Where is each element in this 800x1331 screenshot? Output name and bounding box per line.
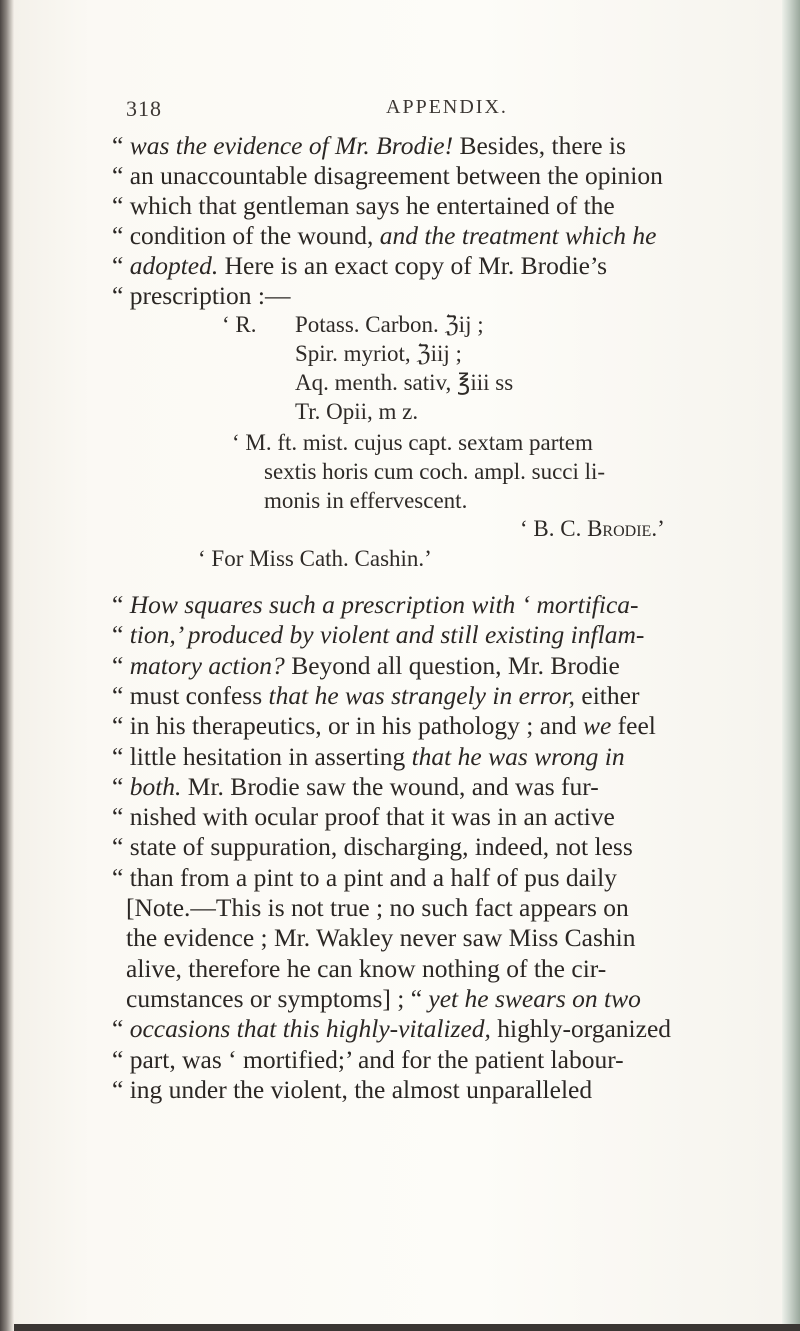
p2-line — [126, 894, 629, 922]
quote-mark: “ — [112, 771, 130, 801]
text: Beyond all question, Mr. Brodie — [284, 650, 620, 680]
italic-text: How squares such a prescription with ‘ mortifica- — [129, 590, 639, 619]
quote-mark: “ — [112, 862, 130, 892]
text: part, was ‘ mortified;’ and for the patient labour- — [129, 1044, 624, 1074]
text: an unaccountable disagreement between the opinion — [129, 161, 663, 190]
p2-line — [112, 652, 620, 680]
p2-line — [112, 682, 639, 710]
italic-text: that he was strangely in error, — [268, 680, 576, 710]
quote-mark: “ — [112, 161, 130, 190]
quote-mark: “ — [112, 590, 130, 619]
italic-text: adopted. — [129, 251, 219, 280]
italic-text: matory action? — [129, 650, 285, 680]
p1-line — [112, 282, 290, 310]
p2-line — [112, 621, 644, 649]
p2-line — [112, 833, 633, 861]
text: [Note.—This is not true ; no such fact appears on — [126, 893, 629, 922]
p1-line — [112, 252, 607, 280]
text: Mr. Brodie saw the wound, and was fur- — [181, 771, 599, 801]
rx-for-line: ‘ For Miss Cath. Cashin.’ — [198, 546, 432, 571]
rx-line-5: ‘ M. ft. mist. cujus capt. sextam partem — [232, 430, 593, 455]
text: condition of the wound, — [129, 221, 380, 250]
quote-mark: “ — [112, 1014, 130, 1044]
rx-line-1: Potass. Carbon. ℨij ; — [295, 312, 484, 337]
running-head: APPENDIX. — [386, 96, 508, 118]
rx-line-7: monis in effervescent. — [264, 488, 468, 513]
p2-line — [126, 924, 636, 952]
quote-mark: “ — [112, 191, 130, 220]
text: Here is an exact copy of Mr. Brodie’s — [218, 251, 607, 280]
p2-line — [112, 743, 625, 771]
p2-line — [112, 773, 599, 801]
text: ing under the violent, the almost unparalleled — [129, 1074, 593, 1104]
p2-line — [112, 1076, 592, 1104]
p1-line — [112, 132, 626, 160]
text: Besides, there is — [453, 131, 626, 160]
text: prescription :— — [129, 281, 291, 310]
quote-mark: “ — [112, 131, 130, 160]
rx-recipe-symbol: ‘ R. — [222, 312, 257, 337]
p2-line — [112, 1015, 671, 1043]
binding-edge — [0, 0, 14, 1331]
text: nished with ocular proof that it was in an active — [129, 802, 615, 832]
p2-line — [112, 591, 639, 619]
text: than from a pint to a pint and a half of pus daily — [129, 862, 617, 892]
italic-text: yet he swears on two — [428, 983, 641, 1013]
quote-mark: “ — [112, 281, 130, 310]
p2-line — [112, 712, 656, 740]
rx-signature: ‘ B. C. Brodie.’ — [520, 516, 665, 541]
italic-text: we — [582, 711, 612, 741]
p1-line — [112, 162, 663, 190]
quote-mark: “ — [112, 680, 130, 710]
text: feel — [611, 711, 656, 741]
text: state of suppuration, discharging, indeed, not less — [129, 832, 633, 862]
text: in his therapeutics, or in his pathology ; and — [129, 711, 583, 741]
bottom-edge — [14, 1324, 800, 1331]
text: either — [575, 680, 640, 710]
italic-text: was the evidence of Mr. Brodie! — [129, 131, 454, 160]
text: cumstances or symptoms] ; “ — [126, 983, 429, 1013]
quote-mark: “ — [112, 1074, 130, 1104]
italic-text: occasions that this highly-vitalized, — [129, 1014, 491, 1044]
text: highly-organized — [490, 1014, 672, 1044]
quote-mark: “ — [112, 251, 130, 280]
italic-text: and the treatment which he — [379, 221, 657, 250]
p2-line — [126, 955, 606, 983]
quote-mark: “ — [112, 832, 130, 862]
quote-mark: “ — [112, 650, 130, 680]
rx-line-6: sextis horis cum coch. ampl. succi li- — [264, 459, 606, 484]
rx-line-4: Tr. Opii, m z. — [295, 399, 419, 424]
quote-mark: “ — [112, 802, 130, 832]
quote-mark: “ — [112, 711, 130, 741]
page-edge — [782, 0, 800, 1331]
p1-line — [112, 222, 656, 250]
page-number: 318 — [126, 96, 162, 121]
italic-text: that he was wrong in — [411, 741, 625, 771]
p2-line — [112, 864, 617, 892]
italic-text: both. — [129, 771, 182, 801]
p2-line — [126, 985, 641, 1013]
quote-mark: “ — [112, 741, 130, 771]
rx-line-3: Aq. menth. sativ, ℥iii ss — [295, 370, 514, 395]
p2-line — [112, 1046, 624, 1074]
text: alive, therefore he can know nothing of the cir- — [126, 953, 607, 983]
text: little hesitation in asserting — [129, 741, 412, 771]
italic-text: tion,’ produced by violent and still existing inflam- — [129, 620, 645, 650]
p1-line — [112, 192, 615, 220]
quote-mark: “ — [112, 620, 130, 650]
text: the evidence ; Mr. Wakley never saw Miss Cashin — [126, 923, 636, 953]
rx-line-2: Spir. myriot, ℨiij ; — [295, 341, 462, 366]
p2-line — [112, 803, 615, 831]
quote-mark: “ — [112, 1044, 130, 1074]
text: must confess — [129, 680, 269, 710]
text: which that gentleman says he entertained of the — [129, 191, 615, 220]
quote-mark: “ — [112, 221, 130, 250]
